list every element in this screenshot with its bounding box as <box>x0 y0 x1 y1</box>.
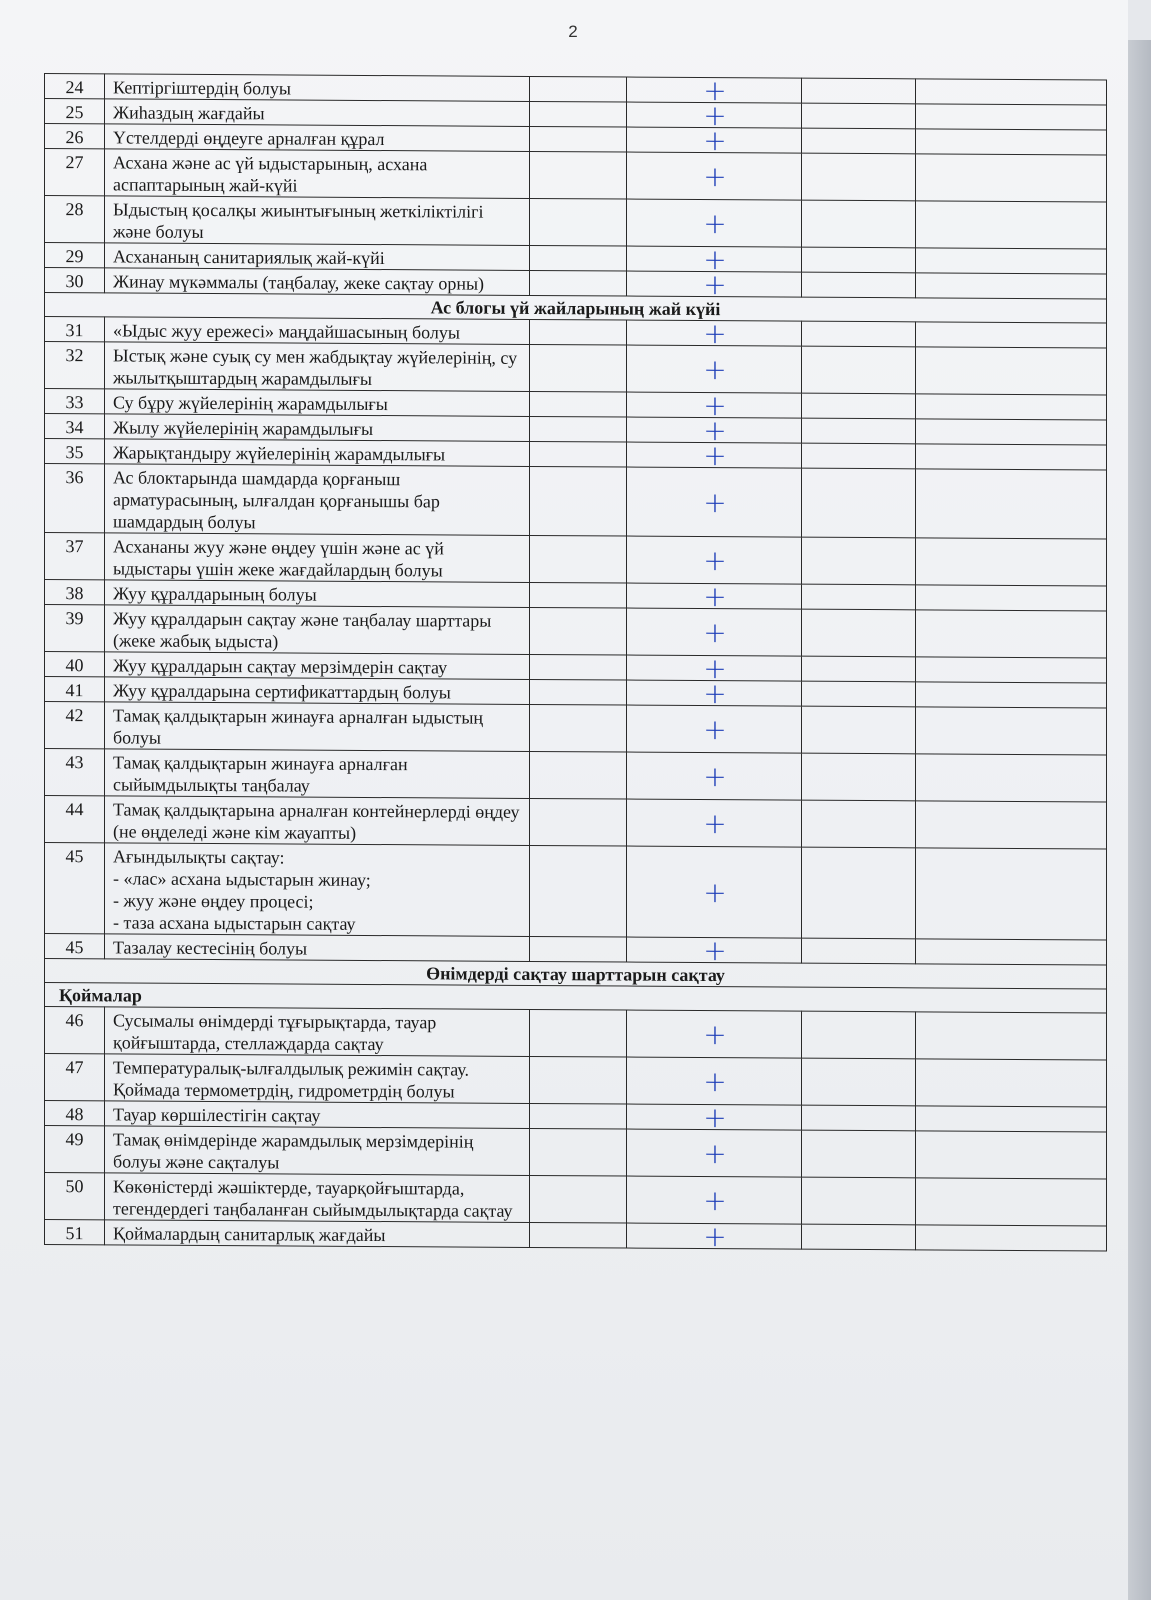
empty-cell <box>916 419 1107 445</box>
row-criterion: «Ыдыс жуу ережесі» маңдайшасының болуы <box>105 317 530 345</box>
empty-cell <box>530 198 627 246</box>
check-mark: + <box>627 536 802 584</box>
row-criterion <box>105 843 530 937</box>
row-number: 30 <box>45 268 105 293</box>
empty-cell <box>530 1056 627 1104</box>
empty-cell <box>916 1106 1107 1132</box>
empty-cell <box>802 1105 916 1131</box>
row-number: 43 <box>45 749 105 796</box>
empty-cell <box>802 418 916 444</box>
row-number: 31 <box>45 317 105 342</box>
empty-cell <box>530 151 627 199</box>
empty-cell <box>802 1058 916 1106</box>
row-criterion: Жуу құралдарын сақтау және таңбалау шарттары (жеке жабық ыдыста) <box>105 605 530 655</box>
row-number: 49 <box>45 1126 105 1173</box>
table-row <box>45 749 1107 802</box>
empty-cell <box>530 466 627 536</box>
row-criterion: Тамақ қалдықтарын жинауға арналған ыдыстың болуы <box>105 702 530 752</box>
table-row <box>45 702 1107 755</box>
empty-cell <box>916 273 1107 299</box>
check-mark: + <box>627 345 802 393</box>
table-row <box>45 149 1107 202</box>
check-mark: + <box>627 442 802 468</box>
empty-cell <box>530 704 627 752</box>
row-number: 42 <box>45 702 105 749</box>
row-number: 35 <box>45 439 105 464</box>
row-number: 29 <box>45 243 105 268</box>
row-number: 45 <box>45 843 105 934</box>
row-number: 51 <box>45 1220 105 1245</box>
table-row <box>45 533 1107 586</box>
row-number: 38 <box>45 580 105 605</box>
empty-cell <box>916 1059 1107 1107</box>
check-mark: + <box>627 752 802 800</box>
empty-cell <box>802 753 916 801</box>
empty-cell <box>916 129 1107 155</box>
empty-cell <box>530 245 627 271</box>
row-number: 40 <box>45 652 105 677</box>
empty-cell <box>802 321 916 347</box>
empty-cell <box>916 322 1107 348</box>
empty-cell <box>530 1222 627 1248</box>
check-mark: + <box>627 271 802 297</box>
row-number: 24 <box>45 74 105 99</box>
check-mark: + <box>627 680 802 706</box>
check-mark: + <box>627 846 802 938</box>
empty-cell <box>916 657 1107 683</box>
table-row <box>45 1054 1107 1107</box>
empty-cell <box>916 104 1107 130</box>
empty-cell <box>802 847 916 939</box>
criterion-line: Ағындылықты сақтау: <box>113 846 285 868</box>
table-row <box>45 843 1107 940</box>
empty-cell <box>916 394 1107 420</box>
empty-cell <box>530 535 627 583</box>
row-criterion: Су бұру жүйелерінің жарамдылығы <box>105 389 530 417</box>
table-row <box>45 605 1107 658</box>
row-number: 33 <box>45 389 105 414</box>
check-mark: + <box>627 127 802 153</box>
row-criterion: Тамақ қалдықтарына арналған контейнерлерді өңдеу (не өңделеді және кім жауапты) <box>105 796 530 846</box>
empty-cell <box>916 1012 1107 1060</box>
empty-cell <box>802 584 916 610</box>
check-mark: + <box>627 246 802 272</box>
empty-cell <box>916 848 1107 940</box>
table-row <box>45 1126 1107 1179</box>
table-row <box>45 1173 1107 1226</box>
empty-cell <box>530 319 627 345</box>
row-criterion: Тамақ өнімдерінде жарамдылық мерзімдерінің болуы және сақталуы <box>105 1126 530 1176</box>
empty-cell <box>802 1011 916 1059</box>
empty-cell <box>802 681 916 707</box>
row-criterion: Қоймалардың санитарлық жағдайы <box>105 1220 530 1248</box>
empty-cell <box>530 798 627 846</box>
empty-cell <box>530 751 627 799</box>
empty-cell <box>802 468 916 538</box>
row-criterion: Сусымалы өнімдерді тұғырықтарда, тауар қойғыштарда, стеллаждарда сақтау <box>105 1007 530 1057</box>
check-mark: + <box>627 102 802 128</box>
check-mark: + <box>627 1129 802 1177</box>
row-number: 26 <box>45 124 105 149</box>
row-criterion: Кептіргіштердің болуы <box>105 74 530 102</box>
row-criterion: Тамақ қалдықтарын жинауға арналған сыйымдылықты таңбалау <box>105 749 530 799</box>
empty-cell <box>802 272 916 298</box>
row-criterion: Жуу құралдарының болуы <box>105 580 530 608</box>
empty-cell <box>916 201 1107 249</box>
check-mark: + <box>627 1057 802 1105</box>
table-row <box>45 342 1107 395</box>
row-number: 45 <box>45 934 105 959</box>
table-row <box>45 196 1107 249</box>
row-number: 36 <box>45 464 105 533</box>
page-number: 2 <box>568 22 578 41</box>
empty-cell <box>916 1131 1107 1179</box>
row-criterion: Көкөністерді жәшіктерде, тауарқойғыштарда, тегендердегі таңбаланған сыйымдылықтарда сақтау <box>105 1173 530 1223</box>
empty-cell <box>916 154 1107 202</box>
empty-cell <box>802 609 916 657</box>
empty-cell <box>802 103 916 129</box>
table-row <box>45 1007 1107 1060</box>
empty-cell <box>916 1178 1107 1226</box>
empty-cell <box>802 1177 916 1225</box>
empty-cell <box>916 538 1107 586</box>
empty-cell <box>802 1130 916 1178</box>
empty-cell <box>530 344 627 392</box>
row-number: 48 <box>45 1101 105 1126</box>
empty-cell <box>530 1009 627 1057</box>
row-criterion: Ыдыстың қосалқы жиынтығының жеткіліктілігі және болуы <box>105 196 530 246</box>
empty-cell <box>530 126 627 152</box>
empty-cell <box>530 1175 627 1223</box>
empty-cell <box>802 78 916 104</box>
row-number: 25 <box>45 99 105 124</box>
row-criterion: Асхана және ас үй ыдыстарының, асхана аспаптарының жай-күйі <box>105 149 530 199</box>
empty-cell <box>530 1103 627 1129</box>
section-title: Ас блогы үй жайларының жай күйі <box>45 293 1107 323</box>
check-mark: + <box>627 152 802 200</box>
empty-cell <box>916 347 1107 395</box>
row-number: 39 <box>45 605 105 652</box>
check-mark: + <box>627 1223 802 1249</box>
check-mark: + <box>627 77 802 103</box>
row-criterion: Ыстық және суық су мен жабдықтау жүйелерінің, су жылытқыштардың жарамдылығы <box>105 342 530 392</box>
row-number: 47 <box>45 1054 105 1101</box>
check-mark: + <box>627 1176 802 1224</box>
empty-cell <box>916 469 1107 539</box>
empty-cell <box>916 939 1107 965</box>
empty-cell <box>802 128 916 154</box>
empty-cell <box>802 800 916 848</box>
check-mark: + <box>627 320 802 346</box>
empty-cell <box>530 416 627 442</box>
empty-cell <box>530 936 627 962</box>
row-criterion: Жылу жүйелерінің жарамдылығы <box>105 414 530 442</box>
empty-cell <box>802 247 916 273</box>
row-criterion: Жиһаздың жағдайы <box>105 99 530 127</box>
page-edge <box>1128 40 1151 1600</box>
row-number: 32 <box>45 342 105 389</box>
row-criterion: Температуралық-ылғалдылық режимін сақтау. Қоймада термометрдің, гидрометрдің болуы <box>105 1054 530 1104</box>
empty-cell <box>916 682 1107 708</box>
check-mark: + <box>627 199 802 247</box>
check-mark: + <box>627 799 802 847</box>
empty-cell <box>916 248 1107 274</box>
row-number: 27 <box>45 149 105 196</box>
empty-cell <box>530 270 627 296</box>
empty-cell <box>802 153 916 201</box>
empty-cell <box>530 845 627 937</box>
check-mark: + <box>627 417 802 443</box>
empty-cell <box>802 346 916 394</box>
empty-cell <box>802 393 916 419</box>
empty-cell <box>530 76 627 102</box>
row-criterion: Тазалау кестесінің болуы <box>105 934 530 962</box>
empty-cell <box>916 79 1107 105</box>
row-number: 34 <box>45 414 105 439</box>
empty-cell <box>802 200 916 248</box>
empty-cell <box>802 1224 916 1250</box>
row-number: 46 <box>45 1007 105 1054</box>
row-criterion: Жуу құралдарын сақтау мерзімдерін сақтау <box>105 652 530 680</box>
empty-cell <box>802 443 916 469</box>
empty-cell <box>802 537 916 585</box>
row-number: 37 <box>45 533 105 580</box>
row-number: 50 <box>45 1173 105 1220</box>
check-mark: + <box>627 392 802 418</box>
empty-cell <box>530 441 627 467</box>
row-criterion: Асхананың санитариялық жай-күйі <box>105 243 530 271</box>
empty-cell <box>802 938 916 964</box>
check-mark: + <box>627 583 802 609</box>
row-number: 41 <box>45 677 105 702</box>
empty-cell <box>916 707 1107 755</box>
empty-cell <box>530 679 627 705</box>
table-row <box>45 464 1107 539</box>
check-mark: + <box>627 1104 802 1130</box>
check-mark: + <box>627 705 802 753</box>
check-mark: + <box>627 655 802 681</box>
empty-cell <box>916 801 1107 849</box>
check-mark: + <box>627 467 802 537</box>
empty-cell <box>916 585 1107 611</box>
row-criterion: Жинау мүкәммалы (таңбалау, жеке сақтау орны) <box>105 268 530 296</box>
check-mark: + <box>627 937 802 963</box>
row-number: 28 <box>45 196 105 243</box>
empty-cell <box>916 754 1107 802</box>
row-criterion: Жуу құралдарына сертификаттардың болуы <box>105 677 530 705</box>
empty-cell <box>530 607 627 655</box>
empty-cell <box>530 1128 627 1176</box>
checklist-table <box>44 73 1107 1254</box>
empty-cell <box>530 582 627 608</box>
row-criterion: Жарықтандыру жүйелерінің жарамдылығы <box>105 439 530 467</box>
empty-cell <box>916 444 1107 470</box>
criterion-line: - жуу және өңдеу процесі; <box>113 890 314 912</box>
empty-cell <box>802 706 916 754</box>
empty-cell <box>530 654 627 680</box>
row-criterion: Ас блоктарында шамдарда қорғаныш арматурасының, ылғалдан қорғанышы бар шамдардың болуы <box>105 464 530 536</box>
empty-cell <box>530 391 627 417</box>
check-mark: + <box>627 608 802 656</box>
criterion-line: - таза асхана ыдыстарын сақтау <box>113 912 356 934</box>
table-row <box>45 796 1107 849</box>
row-number: 44 <box>45 796 105 843</box>
row-criterion: Асхананы жуу және өңдеу үшін және ас үй ыдыстары үшін жеке жағдайлардың болуы <box>105 533 530 583</box>
empty-cell <box>802 656 916 682</box>
row-criterion: Тауар көршілестігін сақтау <box>105 1101 530 1129</box>
empty-cell <box>916 1225 1107 1251</box>
empty-cell <box>916 610 1107 658</box>
empty-cell <box>530 101 627 127</box>
section-title: Өнімдерді сақтау шарттарын сақтау <box>45 959 1107 989</box>
row-criterion: Үстелдерді өңдеуге арналған құрал <box>105 124 530 152</box>
check-mark: + <box>627 1010 802 1058</box>
criterion-line: - «лас» асхана ыдыстарын жинау; <box>113 868 371 890</box>
subsection-title: Қоймалар <box>45 983 1107 1013</box>
